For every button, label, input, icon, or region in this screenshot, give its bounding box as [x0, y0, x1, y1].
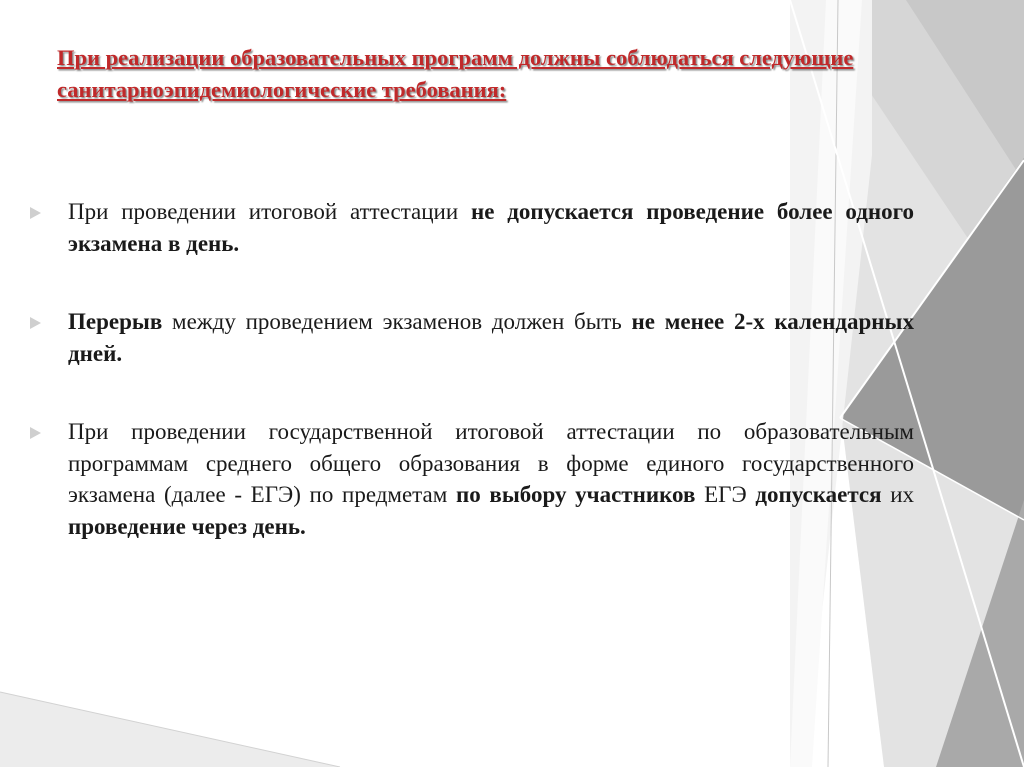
bold-text-segment: по выбору участников — [455, 482, 696, 507]
text-segment: ЕГЭ — [695, 482, 756, 507]
bold-text-segment: допускается — [755, 482, 882, 507]
bold-text-segment: проведение через день. — [68, 513, 306, 539]
bullet-item — [30, 306, 914, 369]
bullet-text — [68, 416, 914, 542]
bold-text-segment: Перерыв — [68, 309, 163, 334]
bullet-text — [68, 306, 914, 369]
triangle-right-icon — [30, 207, 41, 219]
triangle-right-icon — [30, 317, 41, 329]
text-segment: При проведении итоговой аттестации — [68, 199, 471, 224]
bullet-item — [30, 416, 914, 542]
bold-text-segment: не менее 2-х календарных дней. — [68, 309, 914, 366]
bullet-text — [68, 196, 914, 259]
bullet-item — [30, 196, 914, 259]
slide-title: При реализации образовательных программ должны соблюдаться следующие санитарноэпидемиологические требования: — [57, 45, 854, 102]
text-segment: их — [881, 482, 915, 507]
text-segment: При проведении государственной итоговой аттестации по образовательным программам среднего общего образования в форме единого государственного экзамена (далее - ЕГЭ) по предметам — [68, 419, 914, 507]
bullet-list — [30, 196, 914, 542]
text-segment: между проведением экзаменов должен быть — [162, 309, 632, 334]
triangle-right-icon — [30, 427, 41, 439]
bold-text-segment: не допускается проведение более одного экзамена в день. — [68, 199, 914, 256]
